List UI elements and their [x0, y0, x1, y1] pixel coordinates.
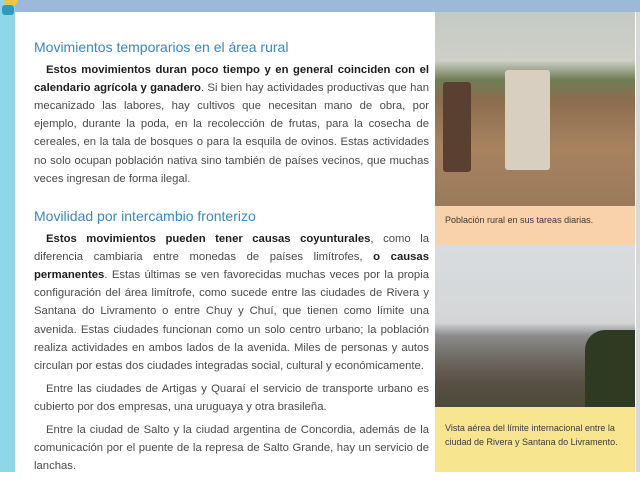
page-edge: [636, 12, 640, 472]
top-banner: [0, 0, 640, 12]
paragraph: [34, 61, 429, 188]
bold-text: Estos movimientos duran poco tiempo y en general coinciden con el calendario agrícola y ganadero: [34, 64, 429, 95]
section-rural: [34, 38, 429, 193]
rider-figure: [443, 82, 471, 172]
paragraph: Entre la ciudad de Salto y la ciudad argentina de Concordia, además de la comunicación por el puente de la represa de Salto Grande, hay un servicio de lanchas.: [34, 424, 429, 473]
section-heading: Movimientos temporarios en el área rural: [34, 39, 289, 55]
paragraph: [34, 230, 429, 375]
corner-decoration-square: [2, 5, 14, 15]
photo-caption: Vista aérea del límite internacional entre la ciudad de Rivera y Santana do Livramento.: [435, 407, 635, 472]
text: . Si bien hay actividades productivas que han mecanizado las labores, hay cultivos que necesitan mano de obra, por ejemplo, durante la poda, en la recolección de frutas, para la cosecha de cereales, en la tala de bosques o para la esquila de ovinos. Estas actividades no solo ocupan población nativa sino también de países vecinos, que muchas veces ingresan de forma ilegal.: [34, 82, 429, 185]
left-margin-strip: [0, 0, 15, 472]
section-frontier: [34, 207, 429, 480]
paragraph: Entre las ciudades de Artigas y Quaraí el servicio de transporte urbano es cubierto por dos empresas, una uruguaya y otra brasileña.: [34, 382, 429, 413]
photo-aerial-city: [435, 245, 635, 407]
photo-caption: Población rural en sus tareas diarias.: [435, 206, 635, 245]
text: , como la diferencia cambiaria entre monedas de países limítrofes,: [34, 233, 429, 264]
bold-text: o causas permanentes: [34, 251, 429, 282]
section-heading: Movilidad por intercambio fronterizo: [34, 208, 256, 224]
text: . Estas últimas se ven favorecidas muchas veces por la propia configuración del área limítrofe, como sucede entre las ciudades de Rivera y Santana do Livramento o entre Chuy y Chuí, que tienen como límite una avenida. Estas ciudades funcionan como un solo centro urbano; la población realiza actividades en ambos lados de la avenida. Miles de personas y autos circulan por estas dos ciudades integradas social, cultural y económicamente.: [34, 269, 429, 372]
bold-text: Estos movimientos pueden tener causas coyunturales: [46, 233, 371, 246]
photo-rural-horses: [435, 12, 635, 206]
tree: [585, 330, 635, 407]
rider-figure: [505, 70, 550, 170]
